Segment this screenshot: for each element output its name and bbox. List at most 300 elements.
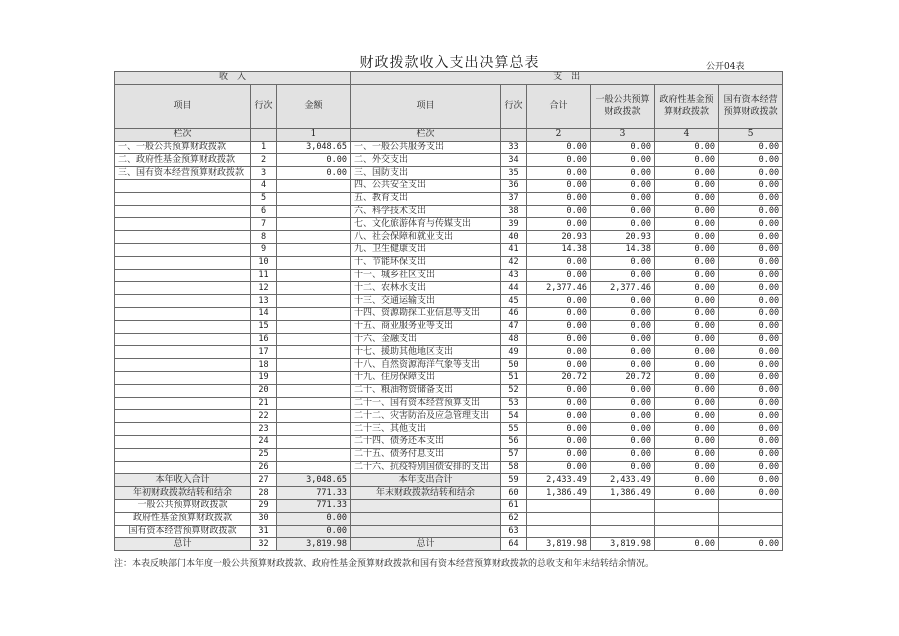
expense-row-no: 52 bbox=[501, 384, 527, 397]
state-capital-amount bbox=[719, 512, 783, 525]
table-row bbox=[115, 512, 783, 525]
fund-budget-amount: 0.00 bbox=[655, 320, 719, 333]
expense-item: 六、科学技术支出 bbox=[351, 205, 501, 218]
income-row-no: 2 bbox=[251, 154, 277, 167]
income-amount: 3,048.65 bbox=[277, 474, 351, 487]
expense-item bbox=[351, 525, 501, 538]
fund-budget-amount: 0.00 bbox=[655, 423, 719, 436]
expense-row-no: 37 bbox=[501, 192, 527, 205]
table-row bbox=[115, 384, 783, 397]
income-item bbox=[115, 192, 251, 205]
expense-item: 十九、住房保障支出 bbox=[351, 371, 501, 384]
income-amount: 0.00 bbox=[277, 512, 351, 525]
col-3: 3 bbox=[591, 128, 655, 141]
income-amount bbox=[277, 295, 351, 308]
income-amount bbox=[277, 179, 351, 192]
income-row-no: 21 bbox=[251, 397, 277, 410]
income-amount: 0.00 bbox=[277, 167, 351, 180]
expense-item: 二十五、债务付息支出 bbox=[351, 448, 501, 461]
general-budget-amount: 0.00 bbox=[591, 320, 655, 333]
table-row bbox=[115, 525, 783, 538]
state-capital-amount: 0.00 bbox=[719, 384, 783, 397]
expense-item: 十三、交通运输支出 bbox=[351, 295, 501, 308]
general-budget-amount: 3,819.98 bbox=[591, 538, 655, 551]
income-row-no: 11 bbox=[251, 269, 277, 282]
expense-total: 0.00 bbox=[527, 269, 591, 282]
expense-total: 0.00 bbox=[527, 295, 591, 308]
table-row bbox=[115, 410, 783, 423]
expense-item: 十五、商业服务业等支出 bbox=[351, 320, 501, 333]
fund-budget-amount: 0.00 bbox=[655, 167, 719, 180]
income-col-1: 1 bbox=[277, 128, 351, 141]
general-budget-amount: 0.00 bbox=[591, 423, 655, 436]
income-row-no: 1 bbox=[251, 141, 277, 154]
expense-item: 二十二、灾害防治及应急管理支出 bbox=[351, 410, 501, 423]
income-amount bbox=[277, 423, 351, 436]
income-amount bbox=[277, 307, 351, 320]
expense-item: 二十六、抗疫特别国债安排的支出 bbox=[351, 461, 501, 474]
table-row bbox=[115, 141, 783, 154]
table-row bbox=[115, 448, 783, 461]
expense-total: 20.93 bbox=[527, 231, 591, 244]
expense-total: 0.00 bbox=[527, 333, 591, 346]
table-row bbox=[115, 269, 783, 282]
income-item bbox=[115, 397, 251, 410]
state-capital-amount: 0.00 bbox=[719, 141, 783, 154]
income-item bbox=[115, 218, 251, 231]
table-row bbox=[115, 371, 783, 384]
fund-budget-amount: 0.00 bbox=[655, 359, 719, 372]
expense-total: 0.00 bbox=[527, 192, 591, 205]
expense-item bbox=[351, 512, 501, 525]
state-capital-amount: 0.00 bbox=[719, 295, 783, 308]
expense-section-header: 支 出 bbox=[351, 72, 783, 85]
income-row-no: 18 bbox=[251, 359, 277, 372]
expense-row-no: 59 bbox=[501, 474, 527, 487]
state-capital-amount: 0.00 bbox=[719, 487, 783, 500]
page-title: 财政拨款收入支出决算总表 bbox=[359, 55, 540, 71]
expense-item: 十四、资源勘探工业信息等支出 bbox=[351, 307, 501, 320]
expense-row-no: 34 bbox=[501, 154, 527, 167]
expense-row-no: 36 bbox=[501, 179, 527, 192]
income-amount-header: 金额 bbox=[277, 84, 351, 128]
income-amount bbox=[277, 282, 351, 295]
income-amount bbox=[277, 231, 351, 244]
expense-item bbox=[351, 499, 501, 512]
expense-row-no: 53 bbox=[501, 397, 527, 410]
income-amount bbox=[277, 371, 351, 384]
expense-total: 0.00 bbox=[527, 167, 591, 180]
expense-total: 20.72 bbox=[527, 371, 591, 384]
state-capital-amount: 0.00 bbox=[719, 256, 783, 269]
income-row-no: 6 bbox=[251, 205, 277, 218]
table-row bbox=[115, 397, 783, 410]
income-amount bbox=[277, 333, 351, 346]
income-row-no: 19 bbox=[251, 371, 277, 384]
expense-item: 三、国防支出 bbox=[351, 167, 501, 180]
income-item: 国有资本经营预算财政拨款 bbox=[115, 525, 251, 538]
expense-item: 二、外交支出 bbox=[351, 154, 501, 167]
income-item bbox=[115, 423, 251, 436]
col-5: 5 bbox=[719, 128, 783, 141]
fund-budget-amount: 0.00 bbox=[655, 205, 719, 218]
expense-item: 十、节能环保支出 bbox=[351, 256, 501, 269]
fund-budget-amount: 0.00 bbox=[655, 346, 719, 359]
expense-row-no: 46 bbox=[501, 307, 527, 320]
income-amount: 0.00 bbox=[277, 154, 351, 167]
expense-item: 二十一、国有资本经营预算支出 bbox=[351, 397, 501, 410]
fund-budget-amount bbox=[655, 525, 719, 538]
fund-budget-amount: 0.00 bbox=[655, 218, 719, 231]
income-row-no: 10 bbox=[251, 256, 277, 269]
expense-rowno-header: 行次 bbox=[501, 84, 527, 128]
state-capital-amount bbox=[719, 525, 783, 538]
expense-total: 0.00 bbox=[527, 410, 591, 423]
income-amount: 771.33 bbox=[277, 499, 351, 512]
expense-item: 四、公共安全支出 bbox=[351, 179, 501, 192]
state-capital-amount: 0.00 bbox=[719, 179, 783, 192]
income-item bbox=[115, 269, 251, 282]
fund-budget-amount: 0.00 bbox=[655, 154, 719, 167]
income-row-no: 12 bbox=[251, 282, 277, 295]
expense-row-no: 40 bbox=[501, 231, 527, 244]
expense-item-header: 项目 bbox=[351, 84, 501, 128]
expense-total: 2,433.49 bbox=[527, 474, 591, 487]
state-capital-amount: 0.00 bbox=[719, 423, 783, 436]
state-capital-amount: 0.00 bbox=[719, 435, 783, 448]
general-budget-amount: 0.00 bbox=[591, 448, 655, 461]
income-item bbox=[115, 205, 251, 218]
fund-budget-amount bbox=[655, 499, 719, 512]
income-row-no: 3 bbox=[251, 167, 277, 180]
expense-total: 1,386.49 bbox=[527, 487, 591, 500]
expense-row-no: 62 bbox=[501, 512, 527, 525]
fund-budget-amount: 0.00 bbox=[655, 333, 719, 346]
expense-item: 本年支出合计 bbox=[351, 474, 501, 487]
fund-budget-amount: 0.00 bbox=[655, 141, 719, 154]
income-row-no: 23 bbox=[251, 423, 277, 436]
general-budget-amount: 0.00 bbox=[591, 256, 655, 269]
general-budget-amount bbox=[591, 525, 655, 538]
income-amount bbox=[277, 461, 351, 474]
expense-row-no: 42 bbox=[501, 256, 527, 269]
income-col-blank bbox=[251, 128, 277, 141]
income-item bbox=[115, 320, 251, 333]
expense-row-no: 47 bbox=[501, 320, 527, 333]
table-row bbox=[115, 282, 783, 295]
income-item: 总计 bbox=[115, 538, 251, 551]
expense-item: 一、一般公共服务支出 bbox=[351, 141, 501, 154]
income-item bbox=[115, 243, 251, 256]
fund-budget-amount: 0.00 bbox=[655, 448, 719, 461]
footnote: 注：本表反映部门本年度一般公共预算财政拨款、政府性基金预算财政拨款和国有资本经营预算财政拨款的总收支和年末结转结余情况。 bbox=[114, 559, 655, 569]
expense-col-blank bbox=[501, 128, 527, 141]
fund-budget-amount: 0.00 bbox=[655, 179, 719, 192]
fund-budget-amount: 0.00 bbox=[655, 474, 719, 487]
income-amount: 771.33 bbox=[277, 487, 351, 500]
expense-total: 0.00 bbox=[527, 179, 591, 192]
state-capital-amount bbox=[719, 499, 783, 512]
expense-item: 十八、自然资源海洋气象等支出 bbox=[351, 359, 501, 372]
expense-row-no: 55 bbox=[501, 423, 527, 436]
income-item bbox=[115, 410, 251, 423]
state-capital-amount: 0.00 bbox=[719, 243, 783, 256]
income-col-label: 栏次 bbox=[115, 128, 251, 141]
table-row bbox=[115, 474, 783, 487]
general-budget-amount: 0.00 bbox=[591, 359, 655, 372]
table-row bbox=[115, 192, 783, 205]
general-budget-amount bbox=[591, 512, 655, 525]
general-budget-amount: 0.00 bbox=[591, 435, 655, 448]
expense-total: 0.00 bbox=[527, 423, 591, 436]
expense-total: 0.00 bbox=[527, 307, 591, 320]
fund-budget-amount: 0.00 bbox=[655, 410, 719, 423]
state-capital-amount: 0.00 bbox=[719, 371, 783, 384]
table-row bbox=[115, 295, 783, 308]
income-item bbox=[115, 333, 251, 346]
income-item: 年初财政拨款结转和结余 bbox=[115, 487, 251, 500]
income-row-no: 14 bbox=[251, 307, 277, 320]
general-budget-amount: 0.00 bbox=[591, 167, 655, 180]
table-row bbox=[115, 487, 783, 500]
table-row bbox=[115, 179, 783, 192]
table-row bbox=[115, 256, 783, 269]
income-amount: 0.00 bbox=[277, 525, 351, 538]
fund-budget-amount: 0.00 bbox=[655, 538, 719, 551]
expense-row-no: 51 bbox=[501, 371, 527, 384]
income-amount bbox=[277, 359, 351, 372]
income-item: 政府性基金预算财政拨款 bbox=[115, 512, 251, 525]
table-row bbox=[115, 346, 783, 359]
expense-item: 二十四、债务还本支出 bbox=[351, 435, 501, 448]
expense-row-no: 54 bbox=[501, 410, 527, 423]
expense-row-no: 35 bbox=[501, 167, 527, 180]
expense-row-no: 56 bbox=[501, 435, 527, 448]
table-row bbox=[115, 359, 783, 372]
income-item bbox=[115, 371, 251, 384]
fund-budget-amount: 0.00 bbox=[655, 384, 719, 397]
income-row-no: 4 bbox=[251, 179, 277, 192]
expense-total: 0.00 bbox=[527, 154, 591, 167]
fund-budget-amount: 0.00 bbox=[655, 397, 719, 410]
expense-row-no: 45 bbox=[501, 295, 527, 308]
income-amount bbox=[277, 346, 351, 359]
income-item: 三、国有资本经营预算财政拨款 bbox=[115, 167, 251, 180]
fund-budget-amount: 0.00 bbox=[655, 295, 719, 308]
table-row bbox=[115, 231, 783, 244]
col-4: 4 bbox=[655, 128, 719, 141]
income-amount bbox=[277, 243, 351, 256]
income-row-no: 31 bbox=[251, 525, 277, 538]
table-row bbox=[115, 461, 783, 474]
income-amount: 3,819.98 bbox=[277, 538, 351, 551]
expense-item: 七、文化旅游体育与传媒支出 bbox=[351, 218, 501, 231]
general-budget-amount: 0.00 bbox=[591, 461, 655, 474]
fund-budget-amount: 0.00 bbox=[655, 282, 719, 295]
income-amount bbox=[277, 256, 351, 269]
expense-total: 2,377.46 bbox=[527, 282, 591, 295]
budget-summary-table bbox=[114, 71, 783, 551]
form-number: 公开04表 bbox=[706, 62, 745, 72]
table-row bbox=[115, 218, 783, 231]
general-budget-amount: 14.38 bbox=[591, 243, 655, 256]
expense-row-no: 44 bbox=[501, 282, 527, 295]
table-row bbox=[115, 205, 783, 218]
expense-item: 五、教育支出 bbox=[351, 192, 501, 205]
income-item bbox=[115, 282, 251, 295]
fund-budget-amount: 0.00 bbox=[655, 243, 719, 256]
general-budget-amount: 0.00 bbox=[591, 154, 655, 167]
fund-budget-amount: 0.00 bbox=[655, 461, 719, 474]
income-row-no: 9 bbox=[251, 243, 277, 256]
income-amount bbox=[277, 397, 351, 410]
general-budget-amount: 0.00 bbox=[591, 295, 655, 308]
state-capital-amount: 0.00 bbox=[719, 359, 783, 372]
table-row bbox=[115, 320, 783, 333]
expense-item: 十一、城乡社区支出 bbox=[351, 269, 501, 282]
fund-budget-amount: 0.00 bbox=[655, 192, 719, 205]
expense-row-no: 49 bbox=[501, 346, 527, 359]
income-amount bbox=[277, 410, 351, 423]
state-capital-amount: 0.00 bbox=[719, 333, 783, 346]
state-capital-amount: 0.00 bbox=[719, 474, 783, 487]
expense-item: 十六、金融支出 bbox=[351, 333, 501, 346]
income-amount bbox=[277, 320, 351, 333]
general-budget-amount: 0.00 bbox=[591, 192, 655, 205]
expense-item: 二十、粮油物资储备支出 bbox=[351, 384, 501, 397]
expense-item: 二十三、其他支出 bbox=[351, 423, 501, 436]
expense-item: 八、社会保障和就业支出 bbox=[351, 231, 501, 244]
income-row-no: 20 bbox=[251, 384, 277, 397]
state-capital-amount: 0.00 bbox=[719, 205, 783, 218]
expense-total-header: 合计 bbox=[527, 84, 591, 128]
expense-total: 0.00 bbox=[527, 435, 591, 448]
general-budget-amount: 0.00 bbox=[591, 410, 655, 423]
table-row bbox=[115, 333, 783, 346]
state-capital-amount: 0.00 bbox=[719, 269, 783, 282]
expense-total: 0.00 bbox=[527, 205, 591, 218]
income-row-no: 32 bbox=[251, 538, 277, 551]
fund-budget-amount: 0.00 bbox=[655, 307, 719, 320]
expense-total: 0.00 bbox=[527, 448, 591, 461]
income-item bbox=[115, 295, 251, 308]
income-row-no: 24 bbox=[251, 435, 277, 448]
income-amount bbox=[277, 205, 351, 218]
expense-item: 九、卫生健康支出 bbox=[351, 243, 501, 256]
expense-col-label: 栏次 bbox=[351, 128, 501, 141]
income-row-no: 8 bbox=[251, 231, 277, 244]
expense-row-no: 33 bbox=[501, 141, 527, 154]
state-capital-amount: 0.00 bbox=[719, 167, 783, 180]
general-budget-amount: 0.00 bbox=[591, 269, 655, 282]
expense-row-no: 63 bbox=[501, 525, 527, 538]
income-amount: 3,048.65 bbox=[277, 141, 351, 154]
expense-total: 0.00 bbox=[527, 346, 591, 359]
expense-row-no: 64 bbox=[501, 538, 527, 551]
expense-total: 0.00 bbox=[527, 384, 591, 397]
expense-total: 0.00 bbox=[527, 320, 591, 333]
fund-budget-amount: 0.00 bbox=[655, 371, 719, 384]
table-row bbox=[115, 154, 783, 167]
expense-row-no: 50 bbox=[501, 359, 527, 372]
income-row-no: 29 bbox=[251, 499, 277, 512]
fund-budget-amount: 0.00 bbox=[655, 231, 719, 244]
state-capital-amount: 0.00 bbox=[719, 282, 783, 295]
fund-budget-amount: 0.00 bbox=[655, 487, 719, 500]
income-amount bbox=[277, 218, 351, 231]
expense-total: 3,819.98 bbox=[527, 538, 591, 551]
expense-total bbox=[527, 512, 591, 525]
expense-row-no: 39 bbox=[501, 218, 527, 231]
state-capital-amount: 0.00 bbox=[719, 410, 783, 423]
general-budget-amount: 0.00 bbox=[591, 179, 655, 192]
expense-total: 0.00 bbox=[527, 218, 591, 231]
income-row-no: 5 bbox=[251, 192, 277, 205]
income-row-no: 16 bbox=[251, 333, 277, 346]
expense-item: 年末财政拨款结转和结余 bbox=[351, 487, 501, 500]
income-amount bbox=[277, 435, 351, 448]
income-item bbox=[115, 435, 251, 448]
income-section-header: 收 入 bbox=[115, 72, 351, 85]
expense-row-no: 58 bbox=[501, 461, 527, 474]
general-budget-amount: 2,433.49 bbox=[591, 474, 655, 487]
general-budget-amount: 0.00 bbox=[591, 346, 655, 359]
expense-item: 总计 bbox=[351, 538, 501, 551]
general-budget-amount: 2,377.46 bbox=[591, 282, 655, 295]
income-amount bbox=[277, 448, 351, 461]
expense-row-no: 41 bbox=[501, 243, 527, 256]
general-budget-amount: 1,386.49 bbox=[591, 487, 655, 500]
income-item bbox=[115, 256, 251, 269]
income-item bbox=[115, 179, 251, 192]
income-item: 本年收入合计 bbox=[115, 474, 251, 487]
fund-budget-amount bbox=[655, 512, 719, 525]
income-item bbox=[115, 384, 251, 397]
income-row-no: 27 bbox=[251, 474, 277, 487]
income-amount bbox=[277, 384, 351, 397]
state-capital-amount: 0.00 bbox=[719, 192, 783, 205]
fund-budget-header: 政府性基金预算财政拨款 bbox=[655, 84, 719, 128]
income-row-no: 17 bbox=[251, 346, 277, 359]
expense-total: 0.00 bbox=[527, 359, 591, 372]
income-item: 一、一般公共预算财政拨款 bbox=[115, 141, 251, 154]
table-row bbox=[115, 423, 783, 436]
state-capital-amount: 0.00 bbox=[719, 346, 783, 359]
table-row bbox=[115, 538, 783, 551]
income-item bbox=[115, 346, 251, 359]
expense-item: 十七、援助其他地区支出 bbox=[351, 346, 501, 359]
income-item bbox=[115, 231, 251, 244]
expense-row-no: 38 bbox=[501, 205, 527, 218]
income-item bbox=[115, 461, 251, 474]
table-row bbox=[115, 499, 783, 512]
income-item bbox=[115, 307, 251, 320]
table-row bbox=[115, 167, 783, 180]
general-budget-amount: 0.00 bbox=[591, 205, 655, 218]
expense-total: 0.00 bbox=[527, 256, 591, 269]
state-capital-amount: 0.00 bbox=[719, 307, 783, 320]
state-capital-amount: 0.00 bbox=[719, 538, 783, 551]
state-capital-amount: 0.00 bbox=[719, 448, 783, 461]
income-item: 二、政府性基金预算财政拨款 bbox=[115, 154, 251, 167]
table-row bbox=[115, 435, 783, 448]
expense-total: 14.38 bbox=[527, 243, 591, 256]
income-item bbox=[115, 359, 251, 372]
general-budget-amount: 20.72 bbox=[591, 371, 655, 384]
general-budget-amount: 0.00 bbox=[591, 397, 655, 410]
fund-budget-amount: 0.00 bbox=[655, 256, 719, 269]
expense-total: 0.00 bbox=[527, 141, 591, 154]
